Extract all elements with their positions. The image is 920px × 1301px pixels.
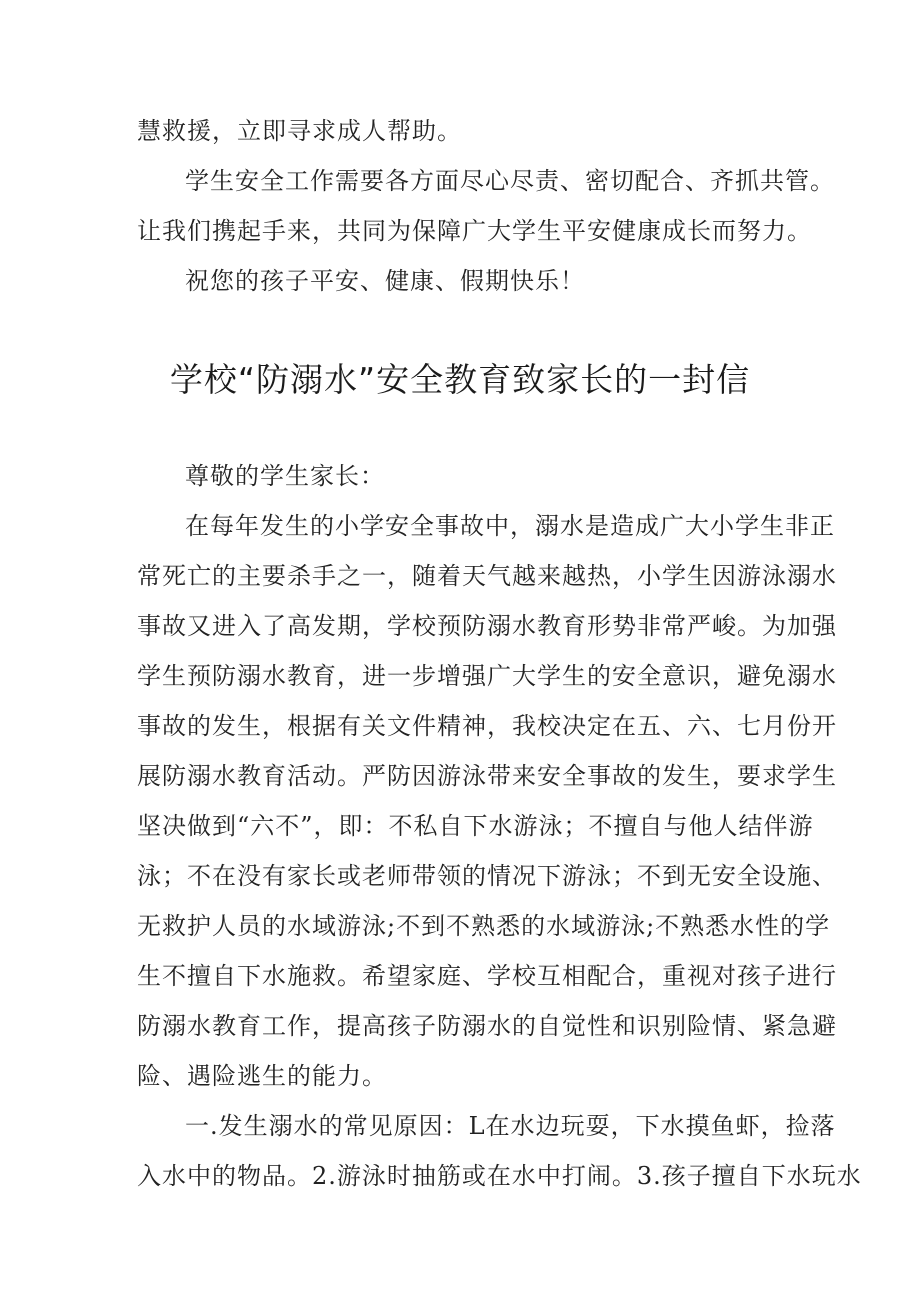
section-line-1: 一.发生溺水的常见原因：L在水边玩耍，下水摸鱼虾，捡落 xyxy=(185,1112,836,1140)
body-line-1: 在每年发生的小学安全事故中，溺水是造成广大小学生非正 xyxy=(185,512,835,540)
body-line-7: 坚决做到“六不”，即：不私自下水游泳；不擅自与他人结伴游 xyxy=(137,812,814,840)
intro-line-2: 学生安全工作需要各方面尽心尽责、密切配合、齐抓共管。 xyxy=(185,167,835,195)
intro-line-1: 慧救援，立即寻求成人帮助。 xyxy=(137,117,462,145)
body-line-4: 学生预防溺水教育，进一步增强广大学生的安全意识，避免溺水 xyxy=(137,662,837,690)
body-line-5: 事故的发生，根据有关文件精神，我校决定在五、六、七月份开 xyxy=(137,712,837,740)
body-line-12: 险、遇险逃生的能力。 xyxy=(137,1062,387,1090)
section-line-2: 入水中的物品。2.游泳时抽筋或在水中打闹。3.孩子擅自下水玩水 xyxy=(137,1162,862,1190)
body-line-8: 泳；不在没有家长或老师带领的情况下游泳；不到无安全设施、 xyxy=(137,862,837,890)
closing-wish: 祝您的孩子平安、健康、假期快乐！ xyxy=(185,267,585,295)
body-line-3: 事故又进入了高发期，学校预防溺水教育形势非常严峻。为加强 xyxy=(137,612,837,640)
body-line-6: 展防溺水教育活动。严防因游泳带来安全事故的发生，要求学生 xyxy=(137,762,837,790)
intro-line-3: 让我们携起手来，共同为保障广大学生平安健康成长而努力。 xyxy=(137,217,812,245)
body-line-9: 无救护人员的水域游泳;不到不熟悉的水域游泳;不熟悉水性的学 xyxy=(137,912,831,940)
body-line-11: 防溺水教育工作，提高孩子防溺水的自觉性和识别险情、紧急避 xyxy=(137,1012,837,1040)
salutation: 尊敬的学生家长： xyxy=(185,462,385,490)
body-line-10: 生不擅自下水施救。希望家庭、学校互相配合，重视对孩子进行 xyxy=(137,962,837,990)
body-line-2: 常死亡的主要杀手之一，随着天气越来越热，小学生因游泳溺水 xyxy=(137,562,837,590)
letter-title: 学校“防溺水”安全教育致家长的一封信 xyxy=(169,360,751,399)
